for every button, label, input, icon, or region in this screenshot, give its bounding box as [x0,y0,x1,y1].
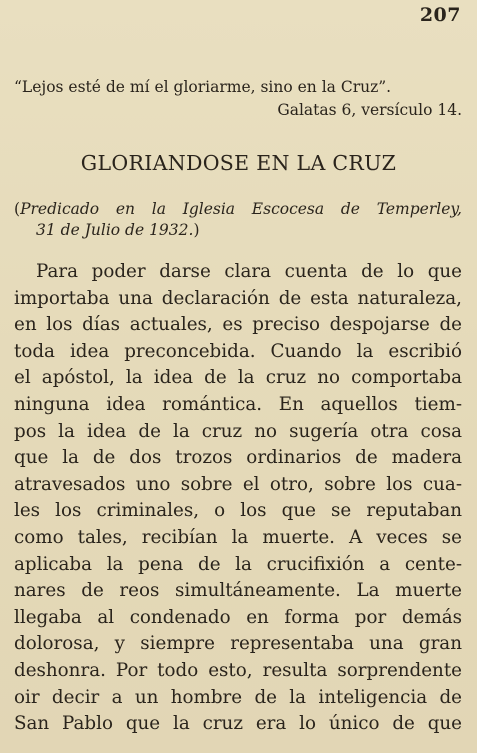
text-line: San Pablo que la cruz era lo único de que [14,713,462,735]
text-line: dolorosa, y siempre representaba una gran [14,633,462,655]
text-line: como tales, recibían la muerte. A veces se [14,526,462,548]
sermon-title: GLORIANDOSE EN LA CRUZ [80,151,397,175]
open-paren: ( [14,200,21,218]
text-line: ninguna idea romántica. En aquellos tiem- [14,393,462,415]
text-line: importaba una declaración de esta naturaleza, [14,287,462,309]
epigraph-reference: Galatas 6, versículo 14. [277,101,462,119]
text-line: que la de dos trozos ordinarios de madera [14,447,462,469]
preached-text-1: Predicado en la Iglesia Escocesa de Temperley, [20,200,462,218]
text-line: deshonra. Por todo esto, resulta sorprendente [14,659,462,681]
preached-note [14,199,462,241]
text-line: les los criminales, o los que se reputaban [14,500,462,522]
text-line: aplicaba la pena de la crucifixión a cente- [14,553,462,575]
preached-line-1 [14,199,462,220]
text-line: pos la idea de la cruz no sugería otra cosa [14,420,462,442]
preached-line-2 [14,220,462,241]
preached-text-2: 31 de Julio de 1932. [36,221,194,239]
epigraph-quote: “Lejos esté de mí el gloriarme, sino en la Cruz”. [14,78,392,96]
text-line: el apóstol, la idea de la cruz no comportaba [14,367,462,389]
text-line: toda idea preconcebida. Cuando la escribió [14,340,462,362]
page-number: 207 [419,4,461,26]
close-paren: ) [193,221,200,239]
text-line: oir decir a un hombre de la inteligencia de [14,686,462,708]
text-line: en los días actuales, es preciso despojarse de [14,314,462,336]
epigraph [14,76,462,122]
body-paragraph [14,259,462,738]
text-line: Para poder darse clara cuenta de lo que [36,261,462,282]
text-line: nares de reos simultáneamente. La muerte [14,580,462,602]
text-line: atravesados uno sobre el otro, sobre los cua- [14,473,462,495]
text-line: llegaba al condenado en forma por demás [14,606,462,628]
